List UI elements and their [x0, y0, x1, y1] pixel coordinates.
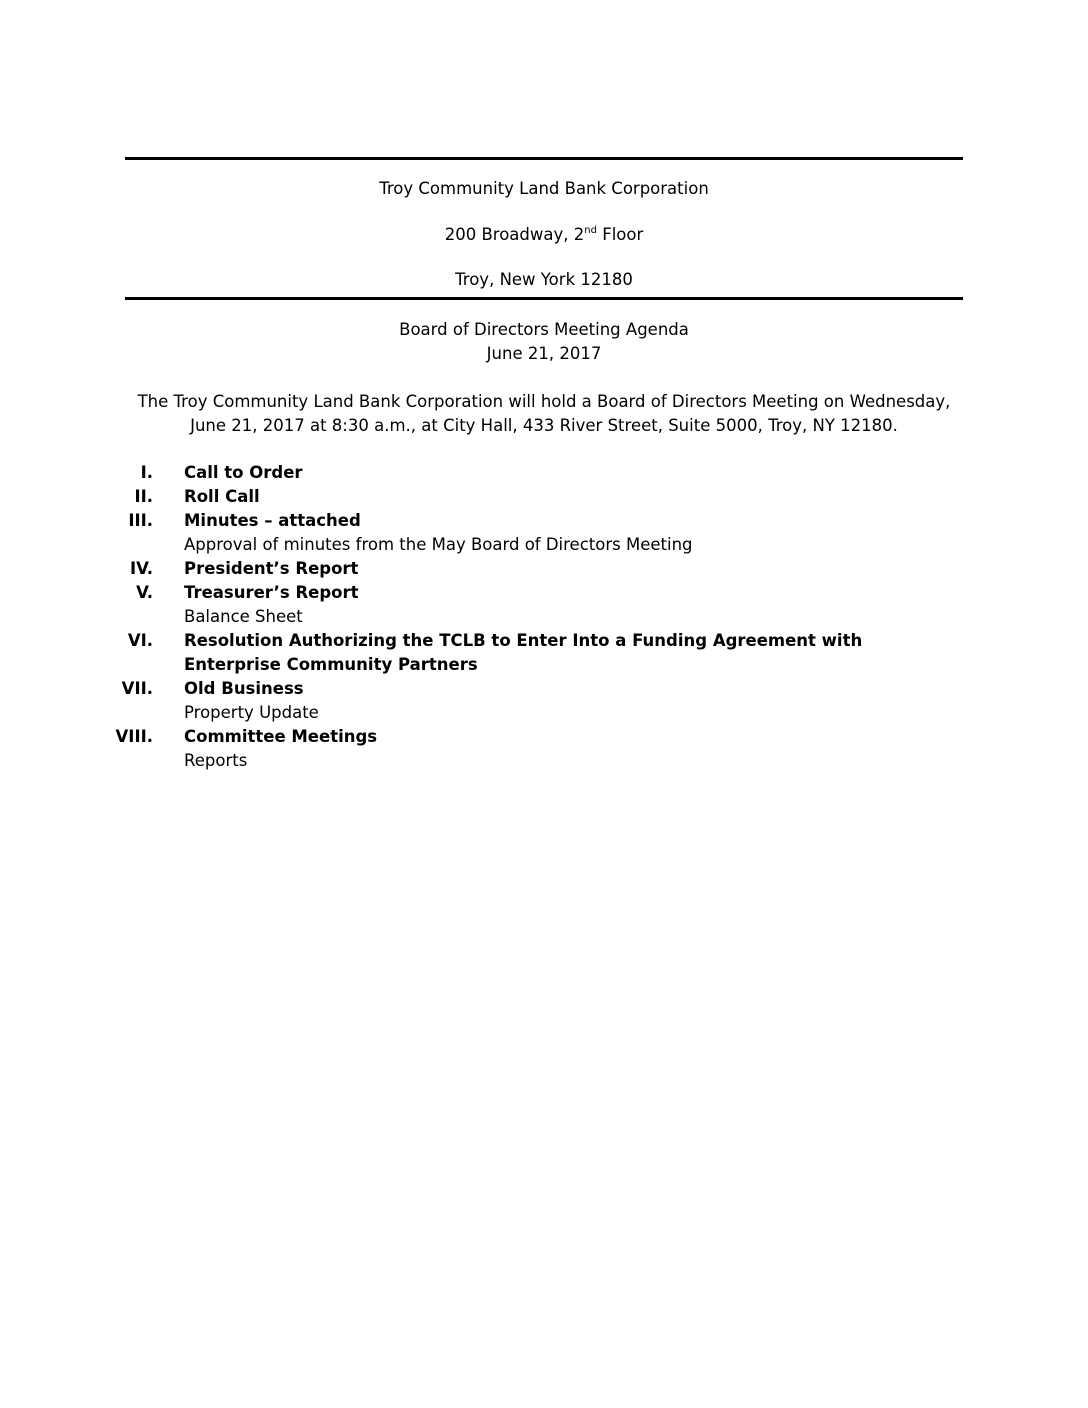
agenda-item [0, 557, 1088, 581]
header-bottom-rule [125, 297, 963, 300]
agenda-item-number: I. [140, 463, 153, 482]
agenda-item-number: V. [136, 583, 153, 602]
agenda-item-detail: Approval of minutes from the May Board of Directors Meeting [184, 535, 693, 554]
agenda-item-title: Old Business [184, 679, 304, 698]
agenda-item-number: III. [128, 511, 153, 530]
agenda-item [0, 725, 1088, 773]
agenda-item-title: Roll Call [184, 487, 260, 506]
agenda-item [0, 509, 1088, 557]
agenda-item-number: VIII. [115, 727, 153, 746]
address-street-text: 200 Broadway, 2 [444, 225, 585, 244]
agenda-item-number: II. [134, 487, 153, 506]
agenda-list [0, 461, 1088, 773]
agenda-item-title: Resolution Authorizing the TCLB to Enter Into a Funding Agreement with Enterprise Community Partners [184, 631, 863, 674]
address-floor-superscript: nd [584, 225, 597, 236]
agenda-item-title: Committee Meetings [184, 727, 378, 746]
organization-address-city: Troy, New York 12180 [455, 270, 633, 289]
meeting-title: Board of Directors Meeting Agenda [399, 320, 689, 339]
agenda-item-number: IV. [129, 559, 153, 578]
organization-name: Troy Community Land Bank Corporation [379, 179, 709, 198]
agenda-item-detail: Reports [184, 751, 248, 770]
header-top-rule [125, 157, 963, 160]
address-floor-text: Floor [596, 225, 644, 244]
agenda-item-detail: Balance Sheet [184, 607, 303, 626]
agenda-item-title: President’s Report [184, 559, 359, 578]
agenda-item-title: Call to Order [184, 463, 303, 482]
agenda-item [0, 485, 1088, 509]
agenda-item [0, 629, 1088, 677]
organization-address-street [125, 223, 963, 247]
agenda-item [0, 677, 1088, 725]
agenda-item-title: Treasurer’s Report [184, 583, 359, 602]
agenda-item-number: VI. [127, 631, 153, 650]
agenda-item-title: Minutes – attached [184, 511, 361, 530]
agenda-item [0, 581, 1088, 629]
meeting-intro-paragraph: The Troy Community Land Bank Corporation will hold a Board of Directors Meeting on Wednesday, June 21, 2017 at 8:30 a.m., at City Hall, 433 River Street, Suite 5000, Troy, NY 12180. [137, 392, 951, 435]
agenda-item [0, 461, 1088, 485]
meeting-date: June 21, 2017 [486, 344, 602, 363]
agenda-item-number: VII. [121, 679, 153, 698]
agenda-item-detail: Property Update [184, 703, 319, 722]
